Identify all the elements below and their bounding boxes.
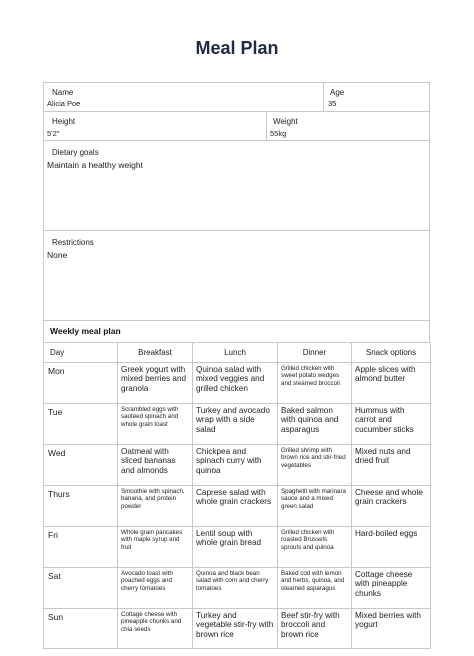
breakfast-cell: Smoothie with spinach, banana, and protein powder — [118, 486, 193, 527]
height-label: Height — [52, 117, 76, 126]
dinner-cell: Grilled shrimp with brown rice and stir-fried vegetables — [278, 445, 352, 486]
col-breakfast: Breakfast — [118, 343, 193, 363]
day-cell: Thurs — [44, 486, 118, 527]
restrictions-field — [43, 230, 430, 321]
dietary-goals-value: Maintain a healthy weight — [47, 160, 143, 170]
dinner-cell: Grilled chicken with roasted Brussels sprouts and quinoa — [278, 527, 352, 568]
dinner-cell: Beef stir-fry with broccoli and brown rice — [278, 609, 352, 649]
restrictions-value: None — [47, 250, 68, 260]
table-row — [44, 609, 431, 649]
height-field — [43, 111, 267, 141]
breakfast-cell: Scrambled eggs with sautéed spinach and whole grain toast — [118, 404, 193, 445]
lunch-cell: Lentil soup with whole grain bread — [193, 527, 278, 568]
age-value: 35 — [328, 99, 337, 108]
table-row — [44, 363, 431, 404]
day-cell: Fri — [44, 527, 118, 568]
col-day: Day — [44, 343, 118, 363]
snack-cell: Mixed nuts and dried fruit — [352, 445, 431, 486]
col-dinner: Dinner — [278, 343, 352, 363]
breakfast-cell: Oatmeal with sliced bananas and almonds — [118, 445, 193, 486]
snack-cell: Hard-boiled eggs — [352, 527, 431, 568]
dietary-goals-field — [43, 140, 430, 231]
age-field — [323, 82, 430, 112]
table-row — [44, 527, 431, 568]
breakfast-cell: Avocado toast with poached eggs and cherry tomatoes — [118, 568, 193, 609]
day-cell: Sun — [44, 609, 118, 649]
height-value: 5'2" — [47, 129, 60, 138]
dinner-cell: Baked salmon with quinoa and asparagus — [278, 404, 352, 445]
table-row — [44, 445, 431, 486]
col-snack: Snack options — [352, 343, 431, 363]
name-field — [43, 82, 324, 112]
dinner-cell: Baked cod with lemon and herbs, quinoa, and steamed asparagus — [278, 568, 352, 609]
snack-cell: Apple slices with almond butter — [352, 363, 431, 404]
lunch-cell: Quinoa and black bean salad with corn and cherry tomatoes — [193, 568, 278, 609]
snack-cell: Cheese and whole grain crackers — [352, 486, 431, 527]
lunch-cell: Turkey and vegetable stir-fry with brown rice — [193, 609, 278, 649]
lunch-cell: Chickpea and spinach curry with quinoa — [193, 445, 278, 486]
day-cell: Tue — [44, 404, 118, 445]
lunch-cell: Turkey and avocado wrap with a side salad — [193, 404, 278, 445]
weekly-plan-heading: Weekly meal plan — [50, 326, 121, 336]
dinner-cell: Grilled chicken with sweet potato wedges and steamed broccoli — [278, 363, 352, 404]
breakfast-cell: Greek yogurt with mixed berries and granola — [118, 363, 193, 404]
breakfast-cell: Whole grain pancakes with maple syrup and fruit — [118, 527, 193, 568]
weight-value: 55kg — [270, 129, 287, 138]
table-row — [44, 486, 431, 527]
snack-cell: Hummus with carrot and cucumber sticks — [352, 404, 431, 445]
age-label: Age — [330, 88, 345, 97]
col-lunch: Lunch — [193, 343, 278, 363]
restrictions-label: Restrictions — [52, 238, 94, 247]
table-row — [44, 404, 431, 445]
table-header-row — [44, 343, 431, 363]
name-value: Alicia Poe — [47, 99, 81, 108]
lunch-cell: Quinoa salad with mixed veggies and grilled chicken — [193, 363, 278, 404]
snack-cell: Cottage cheese with pineapple chunks — [352, 568, 431, 609]
day-cell: Sat — [44, 568, 118, 609]
day-cell: Mon — [44, 363, 118, 404]
page-title: Meal Plan — [195, 38, 279, 58]
weight-field — [266, 111, 430, 141]
day-cell: Wed — [44, 445, 118, 486]
table-row — [44, 568, 431, 609]
lunch-cell: Caprese salad with whole grain crackers — [193, 486, 278, 527]
dietary-goals-label: Dietary goals — [52, 148, 99, 157]
breakfast-cell: Cottage cheese with pineapple chunks and chia seeds — [118, 609, 193, 649]
name-label: Name — [52, 88, 74, 97]
weight-label: Weight — [273, 117, 298, 126]
weekly-meal-table — [43, 342, 431, 649]
dinner-cell: Spaghetti with marinara sauce and a mixed green salad — [278, 486, 352, 527]
snack-cell: Mixed berries with yogurt — [352, 609, 431, 649]
